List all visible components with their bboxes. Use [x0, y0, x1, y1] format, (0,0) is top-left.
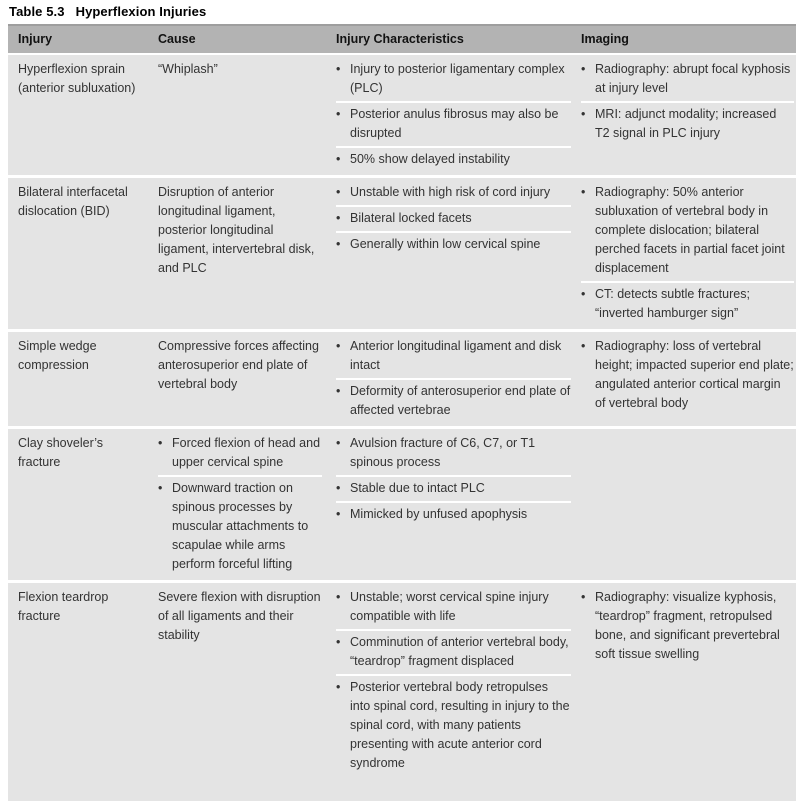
bullet-icon: •: [336, 384, 341, 398]
characteristics-cell: [326, 55, 571, 175]
bullet-icon: •: [336, 62, 341, 76]
bullet-item-text: Posterior anulus fibrosus may also be disrupted: [350, 107, 559, 140]
bullet-item-text: Bilateral locked facets: [350, 211, 472, 225]
bullet-icon: •: [158, 481, 163, 495]
table-header-row: [8, 24, 796, 53]
bullet-item: [336, 432, 571, 475]
bullet-item: [336, 475, 571, 501]
bullet-item-text: Forced flexion of head and upper cervical spine: [172, 436, 321, 469]
bullet-item-text: Mimicked by unfused apophysis: [350, 507, 528, 521]
cause-cell: [148, 332, 326, 426]
bullet-item: [336, 378, 571, 423]
bullet-item-text: CT: detects subtle fractures; “inverted hamburger sign”: [595, 287, 750, 320]
table-row: [8, 178, 796, 329]
bullet-icon: •: [336, 481, 341, 495]
imaging-cell: [571, 55, 796, 175]
cell-text: Severe flexion with disruption of all ligaments and their stability: [158, 590, 321, 642]
bullet-icon: •: [581, 185, 586, 199]
bullet-item: [581, 101, 794, 146]
injury-text: Bilateral interfacetal dislocation (BID): [18, 185, 128, 218]
bullet-icon: •: [336, 507, 341, 521]
bullet-item: [158, 432, 322, 475]
imaging-cell: [571, 583, 796, 801]
bullet-item-text: Radiography: loss of vertebral height; impacted superior end plate; angulated anterior cortical margin of vertebral body: [595, 339, 794, 410]
table-title: [8, 0, 796, 24]
bullet-item-text: MRI: adjunct modality; increased T2 signal in PLC injury: [595, 107, 777, 140]
bullet-item: [158, 475, 322, 577]
bullet-icon: •: [336, 436, 341, 450]
characteristics-cell: [326, 429, 571, 580]
bullet-item: [336, 586, 571, 629]
bullet-item: [581, 181, 794, 281]
bullet-item-text: Deformity of anterosuperior end plate of affected vertebrae: [350, 384, 571, 417]
injury-text: Clay shoveler’s fracture: [18, 436, 103, 469]
column-header-injury-characteristics: Injury Characteristics: [336, 32, 464, 46]
bullet-item: [336, 501, 571, 527]
bullet-item-text: 50% show delayed instability: [350, 152, 510, 166]
bullet-item: [336, 181, 571, 205]
injury-cell: [8, 429, 148, 580]
imaging-cell: [571, 178, 796, 329]
bullet-icon: •: [581, 107, 586, 121]
column-header-cause: Cause: [158, 32, 196, 46]
cell-text: Disruption of anterior longitudinal ligament, posterior longitudinal ligament, intervertebral disk, and PLC: [158, 185, 315, 275]
table-number: Table 5.3: [9, 4, 65, 19]
cause-cell: [148, 583, 326, 801]
cause-cell: [148, 55, 326, 175]
bullet-icon: •: [336, 237, 341, 251]
bullet-item: [336, 231, 571, 257]
table-row: [8, 55, 796, 175]
bullet-item-text: Radiography: abrupt focal kyphosis at injury level: [595, 62, 791, 95]
injury-cell: [8, 55, 148, 175]
cell-text: “Whiplash”: [158, 62, 218, 76]
injury-cell: [8, 583, 148, 801]
bullet-item: [336, 674, 571, 776]
bullet-item: [336, 146, 571, 172]
bullet-item-text: Posterior vertebral body retropulses into spinal cord, resulting in injury to the spinal cord, with many patients presenting with acute anterior cord syndrome: [350, 680, 570, 770]
injury-cell: [8, 332, 148, 426]
bullet-item: [336, 629, 571, 674]
bullet-item: [336, 58, 571, 101]
bullet-icon: •: [581, 62, 586, 76]
injury-text: Hyperflexion sprain (anterior subluxation): [18, 62, 136, 95]
bullet-item-text: Comminution of anterior vertebral body, “teardrop” fragment displaced: [350, 635, 569, 668]
bullet-item-text: Radiography: visualize kyphosis, “teardrop” fragment, retropulsed bone, and significant prevertebral soft tissue swelling: [595, 590, 780, 661]
bullet-icon: •: [581, 590, 586, 604]
bullet-item-text: Anterior longitudinal ligament and disk intact: [350, 339, 562, 372]
bullet-item-text: Injury to posterior ligamentary complex (PLC): [350, 62, 565, 95]
cell-text: Compressive forces affecting anterosuperior end plate of vertebral body: [158, 339, 319, 391]
table-row: [8, 429, 796, 580]
bullet-item-text: Downward traction on spinous processes by muscular attachments to scapulae while arms perform forceful lifting: [172, 481, 309, 571]
bullet-item-text: Avulsion fracture of C6, C7, or T1 spinous process: [350, 436, 536, 469]
bullet-item: [336, 335, 571, 378]
bullet-item-text: Stable due to intact PLC: [350, 481, 485, 495]
bullet-icon: •: [336, 635, 341, 649]
bullet-icon: •: [336, 339, 341, 353]
table-title-text: Hyperflexion Injuries: [75, 4, 207, 19]
bullet-icon: •: [336, 152, 341, 166]
bullet-icon: •: [158, 436, 163, 450]
injury-text: Flexion teardrop fracture: [18, 590, 109, 623]
bullet-icon: •: [336, 590, 341, 604]
bullet-item-text: Unstable; worst cervical spine injury compatible with life: [350, 590, 549, 623]
column-header-injury: Injury: [18, 32, 53, 46]
bullet-icon: •: [581, 339, 586, 353]
bullet-item: [581, 335, 794, 416]
bullet-item-text: Generally within low cervical spine: [350, 237, 541, 251]
injury-cell: [8, 178, 148, 329]
imaging-cell: [571, 429, 796, 580]
column-header-imaging: Imaging: [581, 32, 629, 46]
bullet-item: [581, 281, 794, 326]
bullet-icon: •: [336, 185, 341, 199]
imaging-cell: [571, 332, 796, 426]
table-row: [8, 332, 796, 426]
characteristics-cell: [326, 332, 571, 426]
bullet-icon: •: [581, 287, 586, 301]
bullet-icon: •: [336, 211, 341, 225]
bullet-icon: •: [336, 107, 341, 121]
injury-text: Simple wedge compression: [18, 339, 97, 372]
bullet-item: [336, 101, 571, 146]
cause-cell: [148, 178, 326, 329]
bullet-item: [581, 586, 794, 667]
bullet-item-text: Radiography: 50% anterior subluxation of vertebral body in complete dislocation; bilateral perched facets in partial facet joint displacement: [595, 185, 785, 275]
characteristics-cell: [326, 178, 571, 329]
cause-cell: [148, 429, 326, 580]
table-row: [8, 583, 796, 801]
bullet-icon: •: [336, 680, 341, 694]
table-body: [8, 55, 796, 801]
bullet-item: [581, 58, 794, 101]
bullet-item: [336, 205, 571, 231]
characteristics-cell: [326, 583, 571, 801]
bullet-item-text: Unstable with high risk of cord injury: [350, 185, 551, 199]
